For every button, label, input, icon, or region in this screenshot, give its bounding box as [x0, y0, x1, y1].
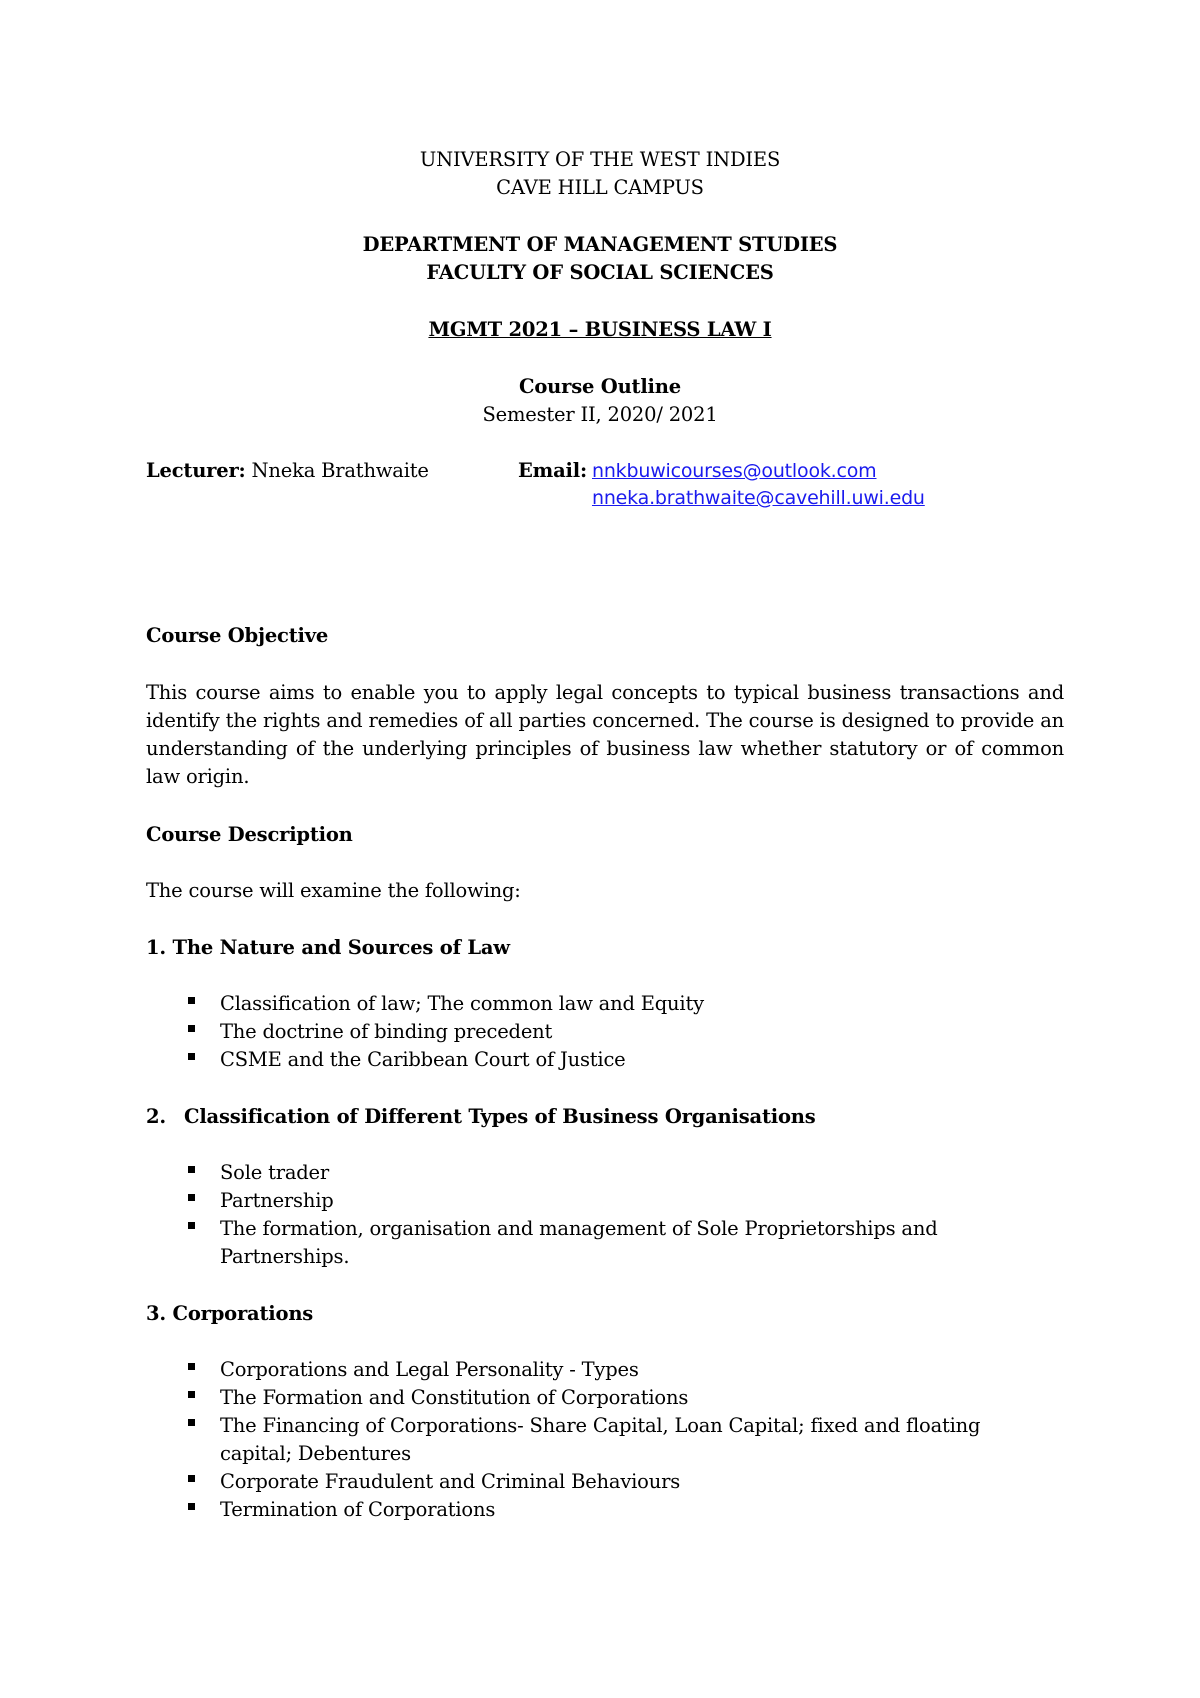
bullet-square-icon [188, 1391, 195, 1398]
bullet-square-icon [188, 1475, 195, 1482]
section-1-title: 1. The Nature and Sources of Law [146, 936, 510, 959]
objective-line: understanding of the underlying principles of business law whether statutory or of common [146, 737, 1064, 760]
list-item: Classification of law; The common law and Equity [220, 992, 704, 1015]
bullet-square-icon [188, 1053, 195, 1060]
bullet-square-icon [188, 1419, 195, 1426]
list-item: CSME and the Caribbean Court of Justice [220, 1048, 626, 1071]
bullet-square-icon [188, 1222, 195, 1229]
campus-name: CAVE HILL CAMPUS [496, 176, 704, 199]
faculty-name: FACULTY OF SOCIAL SCIENCES [426, 261, 774, 284]
objective-heading: Course Objective [146, 624, 329, 647]
bullet-square-icon [188, 1025, 195, 1032]
bullet-square-icon [188, 1194, 195, 1201]
bullet-square-icon [188, 997, 195, 1004]
document-title: Course Outline [519, 375, 681, 398]
list-item: Corporations and Legal Personality - Types [220, 1358, 639, 1381]
lecturer-line [146, 457, 429, 485]
section-2-title: Classification of Different Types of Business Organisations [184, 1105, 816, 1128]
objective-line: law origin. [146, 765, 250, 788]
list-item: The formation, organisation and management of Sole Proprietorships and [220, 1217, 938, 1240]
list-item: The doctrine of binding precedent [220, 1020, 553, 1043]
email-label: Email: [518, 459, 587, 482]
objective-paragraph [146, 679, 1064, 791]
section-3-title: 3. Corporations [146, 1302, 314, 1325]
description-intro: The course will examine the following: [146, 879, 521, 902]
objective-line: This course aims to enable you to apply legal concepts to typical business transactions and [146, 681, 1064, 704]
section-2-number: 2. [146, 1105, 166, 1128]
email-secondary-link[interactable]: nneka.brathwaite@cavehill.uwi.edu [592, 487, 925, 509]
lecturer-label: Lecturer: [146, 459, 246, 482]
email-primary-link[interactable]: nnkbuwicourses@outlook.com [592, 460, 877, 482]
course-code-title: MGMT 2021 – BUSINESS LAW I [428, 318, 772, 341]
semester-label: Semester II, 2020/ 2021 [482, 403, 718, 426]
university-name: UNIVERSITY OF THE WEST INDIES [419, 148, 781, 171]
list-item: The Formation and Constitution of Corporations [220, 1386, 689, 1409]
bullet-square-icon [188, 1363, 195, 1370]
bullet-square-icon [188, 1166, 195, 1173]
list-item-continuation: capital; Debentures [220, 1442, 411, 1465]
list-item: Sole trader [220, 1161, 330, 1184]
list-item: Partnership [220, 1189, 334, 1212]
department-name: DEPARTMENT OF MANAGEMENT STUDIES [362, 233, 838, 256]
objective-line: identify the rights and remedies of all parties concerned. The course is designed to provide an [146, 709, 1064, 732]
bullet-square-icon [188, 1503, 195, 1510]
list-item-continuation: Partnerships. [220, 1245, 350, 1268]
list-item: Corporate Fraudulent and Criminal Behaviours [220, 1470, 680, 1493]
lecturer-name: Nneka Brathwaite [251, 459, 429, 482]
description-heading: Course Description [146, 823, 353, 846]
list-item: The Financing of Corporations- Share Capital, Loan Capital; fixed and floating [220, 1414, 981, 1437]
list-item: Termination of Corporations [220, 1498, 496, 1521]
